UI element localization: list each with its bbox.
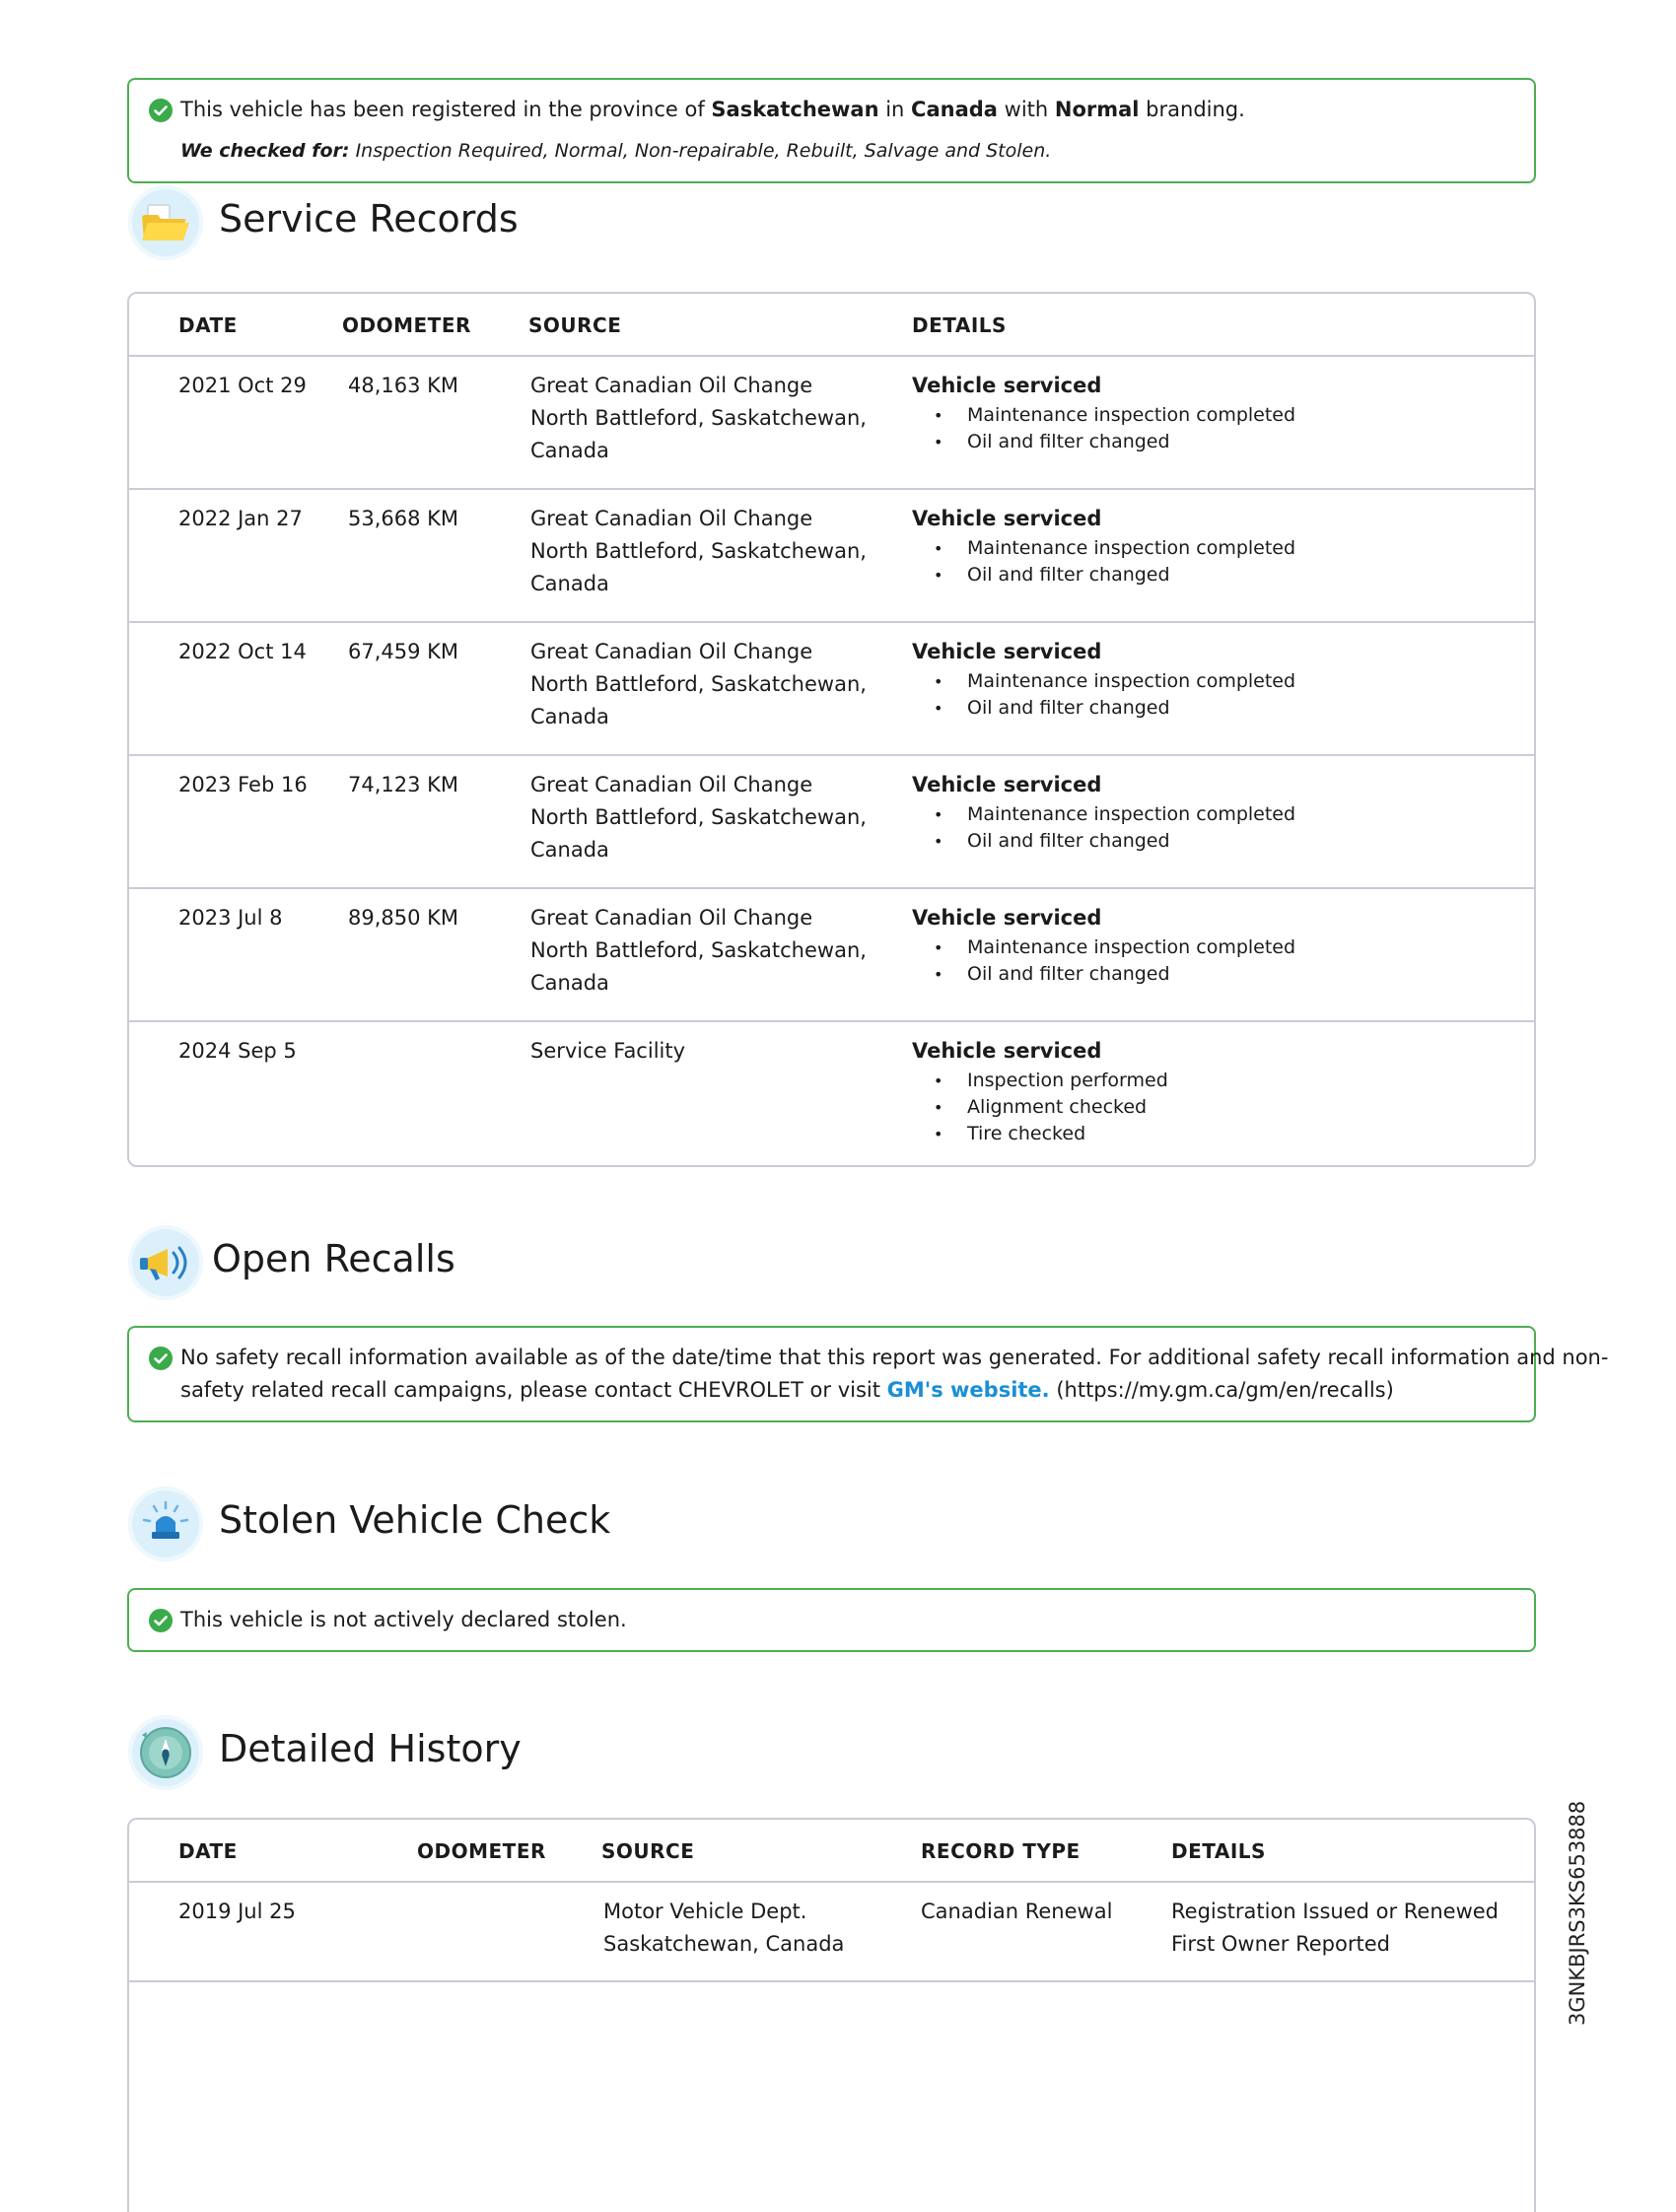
column-header-details: DETAILS: [1171, 1839, 1266, 1863]
record-odometer: 67,459 KM: [348, 640, 459, 663]
record-date: 2021 Oct 29: [178, 374, 307, 397]
column-header-odometer: ODOMETER: [342, 313, 471, 337]
record-details: [912, 769, 1295, 855]
detail-item: • Oil and filter changed: [912, 961, 1295, 988]
record-source: Great Canadian Oil Change North Battleford, Saskatchewan, Canada: [530, 640, 867, 728]
country-name: Canada: [911, 98, 998, 121]
open-recalls-alert: [127, 1326, 1609, 1422]
record-details: Registration Issued or Renewed First Owner Reported: [1171, 1900, 1500, 1956]
clock-compass-icon: [128, 1715, 203, 1790]
detail-title: Vehicle serviced: [912, 640, 1102, 663]
record-date: 2022 Jan 27: [178, 507, 303, 530]
record-source: Motor Vehicle Dept. Saskatchewan, Canada: [603, 1900, 845, 1956]
column-header-record-type: RECORD TYPE: [921, 1839, 1081, 1863]
record-date: 2022 Oct 14: [178, 640, 307, 663]
detail-item: • Alignment checked: [912, 1094, 1168, 1121]
siren-icon: [128, 1486, 203, 1561]
detail-title: Vehicle serviced: [912, 374, 1102, 397]
detail-item: • Oil and filter changed: [912, 695, 1295, 722]
check-circle-icon: [149, 1347, 173, 1370]
checked-for-label: We checked for:: [180, 140, 350, 162]
detail-title: Vehicle serviced: [912, 906, 1102, 930]
detail-item: • Maintenance inspection completed: [912, 402, 1295, 429]
checked-for-note: [180, 140, 1051, 162]
checked-for-list: Inspection Required, Normal, Non-repairable, Rebuilt, Salvage and Stolen.: [349, 140, 1052, 162]
detail-item: • Maintenance inspection completed: [912, 535, 1295, 562]
record-date: 2024 Sep 5: [178, 1039, 297, 1063]
record-details: [912, 902, 1295, 988]
branding-status-alert: [127, 78, 1536, 183]
record-details: [912, 1035, 1168, 1147]
recalls-message: No safety recall information available as of the date/time that this report was generated. For additional safety recall information and non- safety related recall campaigns, please contact CHEVROLET or visit GM's website. (https://my.gm.ca/gm/en/recalls): [180, 1346, 1609, 1402]
record-source: Great Canadian Oil Change North Battleford, Saskatchewan, Canada: [530, 507, 867, 595]
detail-item: • Maintenance inspection completed: [912, 801, 1295, 828]
record-date: 2019 Jul 25: [178, 1900, 296, 1923]
detail-title: Vehicle serviced: [912, 507, 1102, 530]
record-date: 2023 Feb 16: [178, 773, 308, 796]
column-header-date: DATE: [178, 313, 238, 337]
section-title: Open Recalls: [212, 1237, 455, 1280]
column-header-odometer: ODOMETER: [417, 1839, 546, 1863]
record-odometer: 89,850 KM: [348, 906, 459, 930]
vin-side-label: 3GNKBJRS3KS653888: [1566, 1800, 1589, 2026]
folder-icon: [128, 185, 203, 260]
check-circle-icon: [149, 1609, 173, 1632]
record-source: Great Canadian Oil Change North Battleford, Saskatchewan, Canada: [530, 374, 867, 462]
section-title: Service Records: [219, 197, 519, 241]
province-name: Saskatchewan: [711, 98, 879, 121]
detail-item: • Inspection performed: [912, 1068, 1168, 1094]
column-header-source: SOURCE: [528, 313, 622, 337]
detail-item: • Tire checked: [912, 1121, 1168, 1147]
detail-title: Vehicle serviced: [912, 773, 1102, 796]
record-type: Canadian Renewal: [921, 1900, 1113, 1923]
column-header-source: SOURCE: [601, 1839, 695, 1863]
detail-title: Vehicle serviced: [912, 1039, 1102, 1063]
record-details: [912, 503, 1295, 588]
section-title: Stolen Vehicle Check: [219, 1498, 611, 1542]
detail-item: • Oil and filter changed: [912, 429, 1295, 455]
table-row: [129, 1022, 1534, 1165]
check-circle-icon: [149, 99, 173, 122]
detail-item: • Oil and filter changed: [912, 828, 1295, 855]
section-title: Detailed History: [219, 1727, 522, 1770]
table-row: [129, 623, 1534, 756]
table-row: [129, 1883, 1534, 1982]
branding-value: Normal: [1054, 98, 1140, 121]
megaphone-icon: [128, 1225, 203, 1300]
record-odometer: 74,123 KM: [348, 773, 459, 796]
record-source: Great Canadian Oil Change North Battleford, Saskatchewan, Canada: [530, 773, 867, 862]
detail-item: • Maintenance inspection completed: [912, 668, 1295, 695]
record-details: [912, 370, 1295, 455]
gm-website-link[interactable]: GM's website.: [886, 1378, 1050, 1402]
table-row: [129, 756, 1534, 889]
record-date: 2023 Jul 8: [178, 906, 283, 930]
table-row: [129, 490, 1534, 623]
detailed-history-table: [127, 1818, 1536, 2212]
record-source: Service Facility: [530, 1039, 686, 1063]
row-divider: [129, 1980, 1534, 1982]
record-details: [912, 636, 1295, 722]
table-row: [129, 889, 1534, 1022]
stolen-check-alert: [127, 1588, 1536, 1652]
record-odometer: 53,668 KM: [348, 507, 459, 530]
record-odometer: 48,163 KM: [348, 374, 459, 397]
stolen-check-message: This vehicle is not actively declared stolen.: [180, 1608, 627, 1631]
table-row: [129, 357, 1534, 490]
column-header-details: DETAILS: [912, 313, 1007, 337]
detail-item: • Oil and filter changed: [912, 562, 1295, 588]
branding-status-text: This vehicle has been registered in the province of Saskatchewan in Canada with Normal branding.: [180, 98, 1245, 121]
detail-item: • Maintenance inspection completed: [912, 934, 1295, 961]
service-records-table: [127, 292, 1536, 1167]
column-header-date: DATE: [178, 1839, 238, 1863]
record-source: Great Canadian Oil Change North Battleford, Saskatchewan, Canada: [530, 906, 867, 995]
